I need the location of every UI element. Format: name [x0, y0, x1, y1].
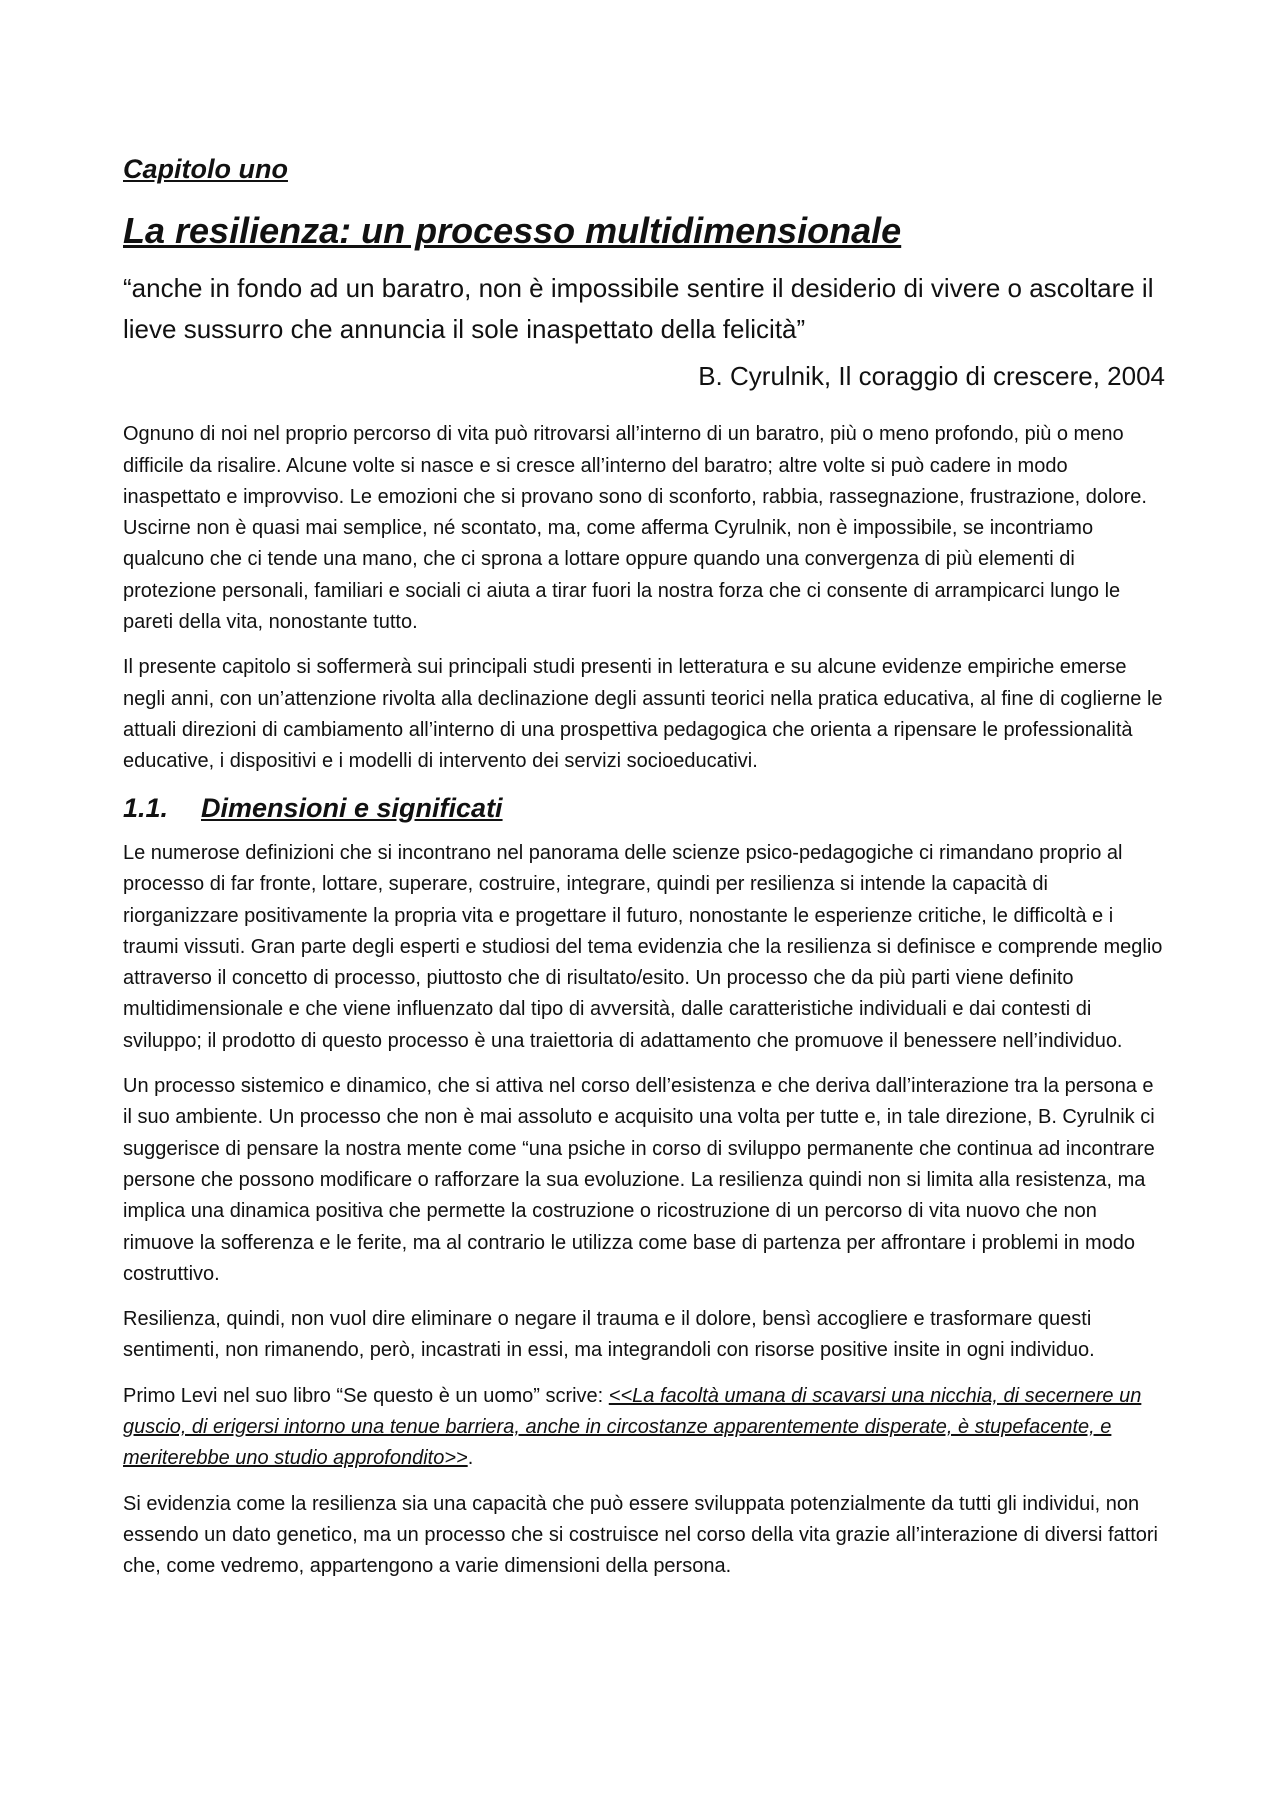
levi-quote: <<La facoltà umana di scavarsi una nicchia, di secernere un guscio, di erigersi intorno una tenue barriera, anche in circostanze apparentemente disperate, è stupefacente, e meriterebbe uno studio approfondito>> — [123, 1384, 1142, 1470]
section-number: 1.1. — [123, 792, 169, 823]
chapter-title: La resilienza: un processo multidimensionale — [123, 209, 902, 251]
epigraph-source: B. Cyrulnik, Il coraggio di crescere, 2004 — [698, 361, 1165, 392]
intro-paragraph-1: Ognuno di noi nel proprio percorso di vita può ritrovarsi all’interno di un baratro, più o meno profondo, più o meno difficile da risalire. Alcune volte si nasce e si cresce all’interno del baratro; altre volte si può cadere in modo inaspettato e improvviso. Le emozioni che si provano sono di sconforto, rabbia, rassegnazione, frustrazione, dolore. Uscirne non è quasi mai semplice, né scontato, ma, come afferma Cyrulnik, non è impossibile, se incontriamo qualcuno che ci tende una mano, che ci sprona a lottare oppure quando una convergenza di più elementi di protezione personali, familiari e sociali ci aiuta a tirar fuori la nostra forza che ci consente di arrampicarci lungo le pareti della vita, nonostante tutto. — [123, 423, 1147, 634]
epigraph-quote: “anche in fondo ad un baratro, non è impossibile sentire il desiderio di vivere o ascoltare il lieve sussurro che annuncia il sole inaspettato della felicità” — [123, 273, 1154, 345]
section-title: Dimensioni e significati — [201, 792, 503, 823]
levi-paragraph — [123, 1381, 1165, 1475]
levi-tail: . — [467, 1447, 474, 1470]
section-paragraph-1: Le numerose definizioni che si incontrano nel panorama delle scienze psico-pedagogiche ci rimandano proprio al processo di far fronte, lottare, superare, costruire, integrare, quindi per resilienza si intende la capacità di riorganizzare positivamente la propria vita e progettare il futuro, nonostante le esperienze critiche, le difficoltà e i traumi vissuti. Gran parte degli esperti e studiosi del tema evidenzia che la resilienza si definisce e comprende meglio attraverso il concetto di processo, piuttosto che di risultato/esito. Un processo che da più parti viene definito multidimensionale e che viene influenzato dal tipo di avversità, dalle caratteristiche individuali e dai contesti di sviluppo; il prodotto di questo processo è una traiettoria di adattamento che promuove il benessere nell’individuo. — [123, 841, 1163, 1052]
intro-paragraph-2: Il presente capitolo si soffermerà sui principali studi presenti in letteratura e su alcune evidenze empiriche emerse negli anni, con un’attenzione rivolta alla declinazione degli assunti teorici nella pratica educativa, al fine di coglierne le attuali direzioni di cambiamento all’interno di una prospettiva pedagogica che orienta a ripensare le professionalità educative, i dispositivi e i modelli di intervento dei servizi socioeducativi. — [123, 656, 1163, 773]
closing-paragraph: Si evidenzia come la resilienza sia una capacità che può essere sviluppata potenzialmente da tutti gli individui, non essendo un dato genetico, ma un processo che si costruisce nel corso della vita grazie all’interazione di diversi fattori che, come vedremo, appartengono a varie dimensioni della persona. — [123, 1492, 1158, 1578]
chapter-label: Capitolo uno — [123, 154, 288, 184]
levi-lead: Primo Levi nel suo libro “Se questo è un uomo” scrive: — [123, 1384, 609, 1407]
section-paragraph-3: Resilienza, quindi, non vuol dire eliminare o negare il trauma e il dolore, bensì accogliere e trasformare questi sentimenti, non rimanendo, però, incastrati in essi, ma integrandoli con risorse positive insite in ogni individuo. — [123, 1308, 1095, 1362]
section-paragraph-2: Un processo sistemico e dinamico, che si attiva nel corso dell’esistenza e che deriva dall’interazione tra la persona e il suo ambiente. Un processo che non è mai assoluto e acquisito una volta per tutte e, in tale direzione, B. Cyrulnik ci suggerisce di pensare la nostra mente come “una psiche in corso di sviluppo permanente che continua ad incontrare persone che possono modificare o rafforzare la sua evoluzione. La resilienza quindi non si limita alla resistenza, ma implica una dinamica positiva che permette la costruzione o ricostruzione di un percorso di vita nuovo che non rimuove la sofferenza e le ferite, ma al contrario le utilizza come base di partenza per affrontare i problemi in modo costruttivo. — [123, 1075, 1155, 1285]
section-heading — [123, 792, 1165, 824]
document-body — [123, 155, 1165, 1596]
